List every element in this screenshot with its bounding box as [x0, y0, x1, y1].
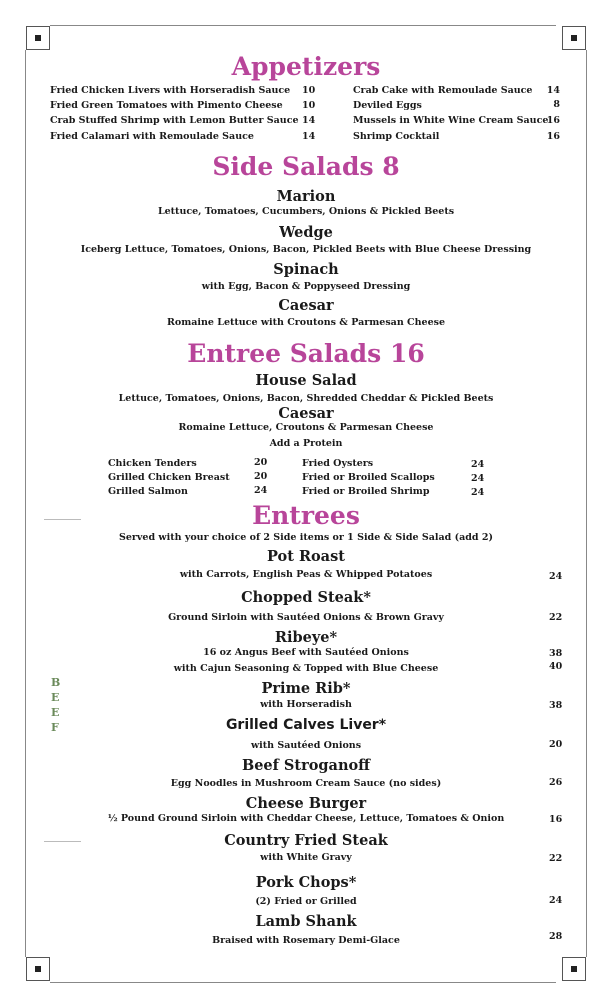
entree-name: Pot Roast — [267, 548, 345, 565]
frame-top-line — [50, 25, 556, 26]
entree-price: 24 — [549, 895, 563, 906]
appetizer-price: 16 — [546, 115, 560, 126]
entree-name: Lamb Shank — [255, 913, 357, 930]
entree-price: 22 — [549, 612, 563, 623]
entree-price: 16 — [549, 814, 563, 825]
protein-price: 24 — [471, 459, 485, 470]
entree-name: Ribeye* — [274, 629, 338, 646]
entree-desc: with Carrots, English Peas & Whipped Potatoes — [179, 569, 433, 580]
add-protein-label: Add a Protein — [269, 438, 343, 449]
beef-letter: E — [51, 691, 60, 704]
entree-desc: (2) Fried or Grilled — [255, 896, 357, 907]
entree-name: Country Fried Steak — [224, 832, 388, 849]
entree-price: 38 — [549, 700, 563, 711]
entree-desc: with Sautéed Onions — [250, 740, 362, 751]
appetizer-item: Fried Green Tomatoes with Pimento Cheese — [50, 100, 283, 111]
protein-price: 24 — [471, 487, 485, 498]
frame-bottom-line — [50, 982, 556, 983]
appetizer-price: 10 — [302, 85, 316, 96]
side-salad-desc: with Egg, Bacon & Poppyseed Dressing — [201, 281, 411, 292]
entree-salad-name: Caesar — [278, 405, 334, 422]
side-salad-desc: Iceberg Lettuce, Tomatoes, Onions, Bacon, Pickled Beets with Blue Cheese Dressing — [80, 244, 532, 255]
corner-mark-top-left — [26, 26, 50, 50]
side-salad-name: Caesar — [278, 297, 334, 314]
appetizer-item: Mussels in White Wine Cream Sauce — [353, 115, 549, 126]
entree-salad-desc: Lettuce, Tomatoes, Onions, Bacon, Shredded Cheddar & Pickled Beets — [118, 393, 494, 404]
entree-price: 28 — [549, 931, 563, 942]
entree-price: 26 — [549, 777, 563, 788]
side-salads-title: Side Salads 8 — [212, 152, 400, 181]
appetizer-price: 8 — [553, 99, 560, 110]
protein-item: Grilled Chicken Breast — [108, 472, 230, 483]
appetizer-price: 16 — [546, 131, 560, 142]
side-salad-name: Spinach — [273, 261, 339, 278]
appetizer-item: Crab Stuffed Shrimp with Lemon Butter Sauce — [50, 115, 299, 126]
beef-letter: B — [51, 676, 61, 689]
side-salad-name: Wedge — [279, 224, 333, 241]
protein-price: 24 — [471, 473, 485, 484]
entree-price: 38 — [549, 648, 563, 659]
entree-price: 40 — [549, 661, 563, 672]
entree-name: Pork Chops* — [255, 874, 357, 891]
protein-price: 20 — [254, 457, 268, 468]
appetizer-item: Fried Chicken Livers with Horseradish Sauce — [50, 85, 291, 96]
corner-mark-bottom-right — [562, 957, 586, 981]
entree-desc: Ground Sirloin with Sautéed Onions & Brown Gravy — [168, 612, 444, 623]
appetizer-price: 14 — [302, 131, 316, 142]
protein-item: Grilled Salmon — [108, 486, 188, 497]
entree-desc: ½ Pound Ground Sirloin with Cheddar Cheese, Lettuce, Tomatoes & Onion — [107, 813, 505, 824]
side-salad-desc: Lettuce, Tomatoes, Cucumbers, Onions & Pickled Beets — [157, 206, 455, 217]
entrees-subtitle: Served with your choice of 2 Side items or 1 Side & Side Salad (add 2) — [119, 532, 493, 543]
appetizer-price: 14 — [546, 85, 560, 96]
entree-salad-desc: Romaine Lettuce, Croutons & Parmesan Cheese — [178, 422, 434, 433]
entree-name: Beef Stroganoff — [241, 757, 371, 774]
corner-mark-bottom-left — [26, 957, 50, 981]
appetizer-item: Fried Calamari with Remoulade Sauce — [50, 131, 254, 142]
entree-desc: with Cajun Seasoning & Topped with Blue Cheese — [173, 663, 439, 674]
entree-price: 20 — [549, 739, 563, 750]
appetizer-item: Crab Cake with Remoulade Sauce — [353, 85, 533, 96]
appetizer-item: Deviled Eggs — [353, 100, 422, 111]
entree-desc: Egg Noodles in Mushroom Cream Sauce (no sides) — [170, 778, 442, 789]
side-salad-name: Marion — [276, 188, 336, 205]
entree-desc: with Horseradish — [260, 699, 352, 710]
appetizer-item: Shrimp Cocktail — [353, 131, 440, 142]
entree-name: Chopped Steak* — [241, 589, 371, 606]
protein-price: 20 — [254, 471, 268, 482]
entree-name: Grilled Calves Liver* — [225, 717, 387, 733]
protein-price: 24 — [254, 485, 268, 496]
entree-salad-name: House Salad — [255, 372, 357, 389]
entree-desc: with White Gravy — [260, 852, 352, 863]
beef-letter: F — [51, 721, 59, 734]
entrees-title: Entrees — [252, 501, 360, 530]
entree-price: 24 — [549, 571, 563, 582]
protein-item: Chicken Tenders — [108, 458, 197, 469]
entree-salads-title: Entree Salads 16 — [187, 339, 425, 368]
protein-item: Fried or Broiled Scallops — [302, 472, 435, 483]
protein-item: Fried Oysters — [302, 458, 374, 469]
beef-letter: E — [51, 706, 60, 719]
protein-item: Fried or Broiled Shrimp — [302, 486, 430, 497]
appetizer-price: 14 — [302, 115, 316, 126]
entree-price: 22 — [549, 853, 563, 864]
entree-name: Prime Rib* — [261, 680, 351, 697]
side-salad-desc: Romaine Lettuce with Croutons & Parmesan Cheese — [166, 317, 446, 328]
entree-name: Cheese Burger — [245, 795, 367, 812]
entree-desc: Braised with Rosemary Demi-Glace — [212, 935, 400, 946]
corner-mark-top-right — [562, 26, 586, 50]
appetizer-price: 10 — [302, 100, 316, 111]
appetizers-title: Appetizers — [231, 52, 381, 81]
entree-desc: 16 oz Angus Beef with Sautéed Onions — [203, 647, 409, 658]
